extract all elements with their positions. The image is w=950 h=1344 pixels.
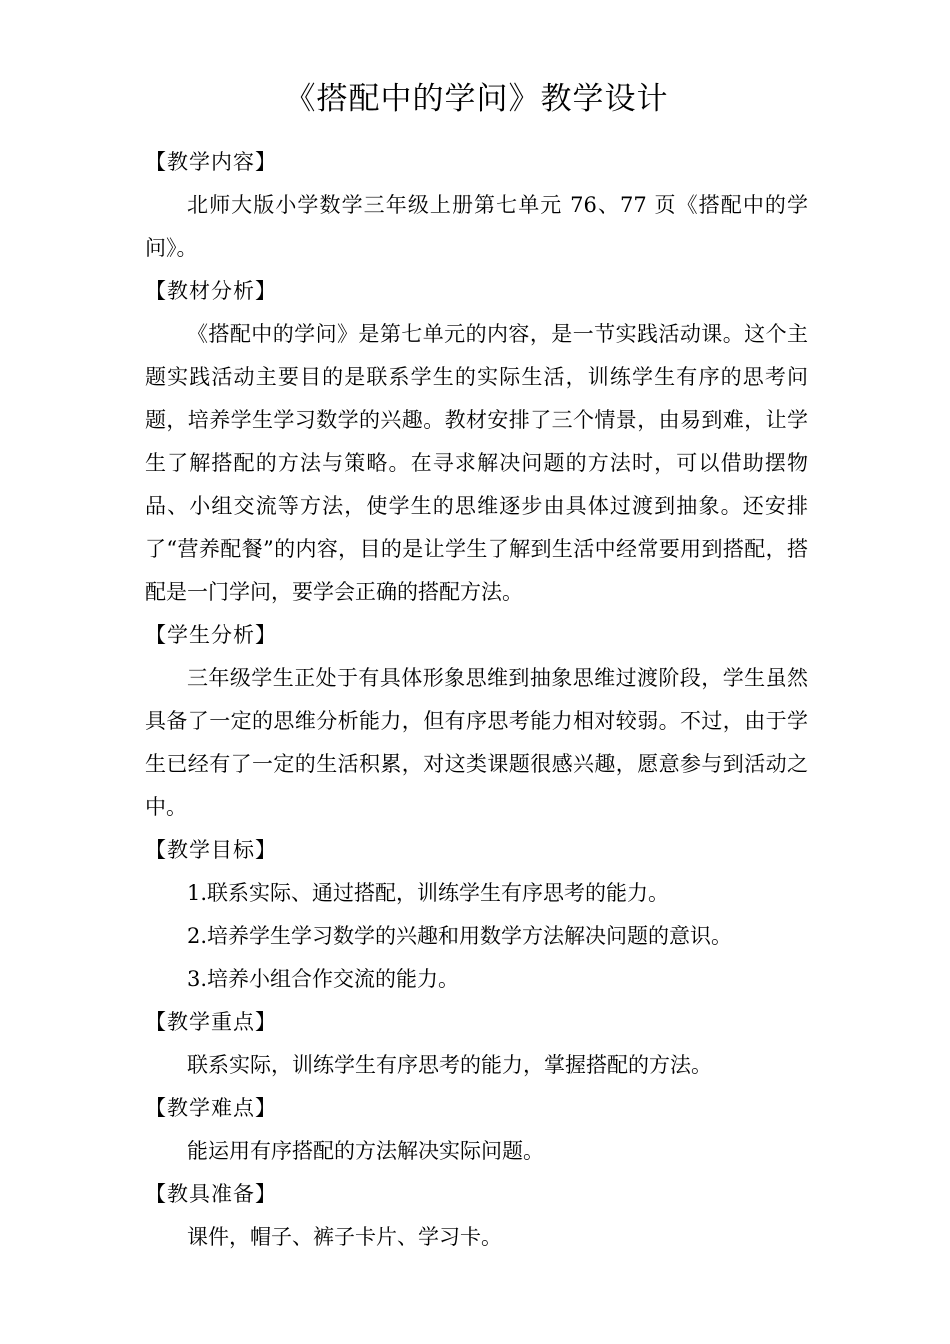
section-heading: 【教材分析】 — [145, 279, 277, 303]
document-body — [145, 141, 808, 1259]
section-heading: 【教学难点】 — [145, 1096, 277, 1120]
goal-item: 1.联系实际、通过搭配，训练学生有序思考的能力。 — [187, 881, 670, 905]
document-title: 《搭配中的学问》教学设计 — [284, 81, 669, 117]
section-teaching-key-point — [145, 1001, 808, 1087]
section-material-analysis — [145, 270, 808, 614]
goal-item: 2.培养学生学习数学的兴趣和用数学方法解决问题的意识。 — [187, 924, 733, 948]
section-heading: 【教学目标】 — [145, 838, 277, 862]
section-teaching-tools — [145, 1173, 808, 1259]
section-heading: 【学生分析】 — [145, 623, 277, 647]
section-teaching-content — [145, 141, 808, 270]
section-paragraph: 课件，帽子、裤子卡片、学习卡。 — [187, 1225, 502, 1249]
section-paragraph: 北师大版小学数学三年级上册第七单元 76、77 页《搭配中的学问》。 — [145, 193, 808, 260]
section-teaching-goals — [145, 829, 808, 1001]
section-heading: 【教具准备】 — [145, 1182, 277, 1206]
section-paragraph: 联系实际，训练学生有序思考的能力，掌握搭配的方法。 — [187, 1053, 712, 1077]
goal-item: 3.培养小组合作交流的能力。 — [187, 967, 460, 991]
section-heading: 【教学内容】 — [145, 150, 277, 174]
section-student-analysis — [145, 614, 808, 829]
section-teaching-difficulty — [145, 1087, 808, 1173]
section-paragraph: 能运用有序搭配的方法解决实际问题。 — [187, 1139, 544, 1163]
section-paragraph: 三年级学生正处于有具体形象思维到抽象思维过渡阶段，学生虽然具备了一定的思维分析能力，但有序思考能力相对较弱。不过，由于学生已经有了一定的生活积累，对这类课题很感兴趣，愿意参与到活动之中。 — [145, 666, 808, 819]
section-heading: 【教学重点】 — [145, 1010, 277, 1034]
section-paragraph: 《搭配中的学问》是第七单元的内容，是一节实践活动课。这个主题实践活动主要目的是联系学生的实际生活，训练学生有序的思考问题，培养学生学习数学的兴趣。教材安排了三个情景，由易到难，让学生了解搭配的方法与策略。在寻求解决问题的方法时，可以借助摆物品、小组交流等方法，使学生的思维逐步由具体过渡到抽象。还安排了“营养配餐”的内容，目的是让学生了解到生活中经常要用到搭配，搭配是一门学问，要学会正确的搭配方法。 — [145, 322, 808, 604]
